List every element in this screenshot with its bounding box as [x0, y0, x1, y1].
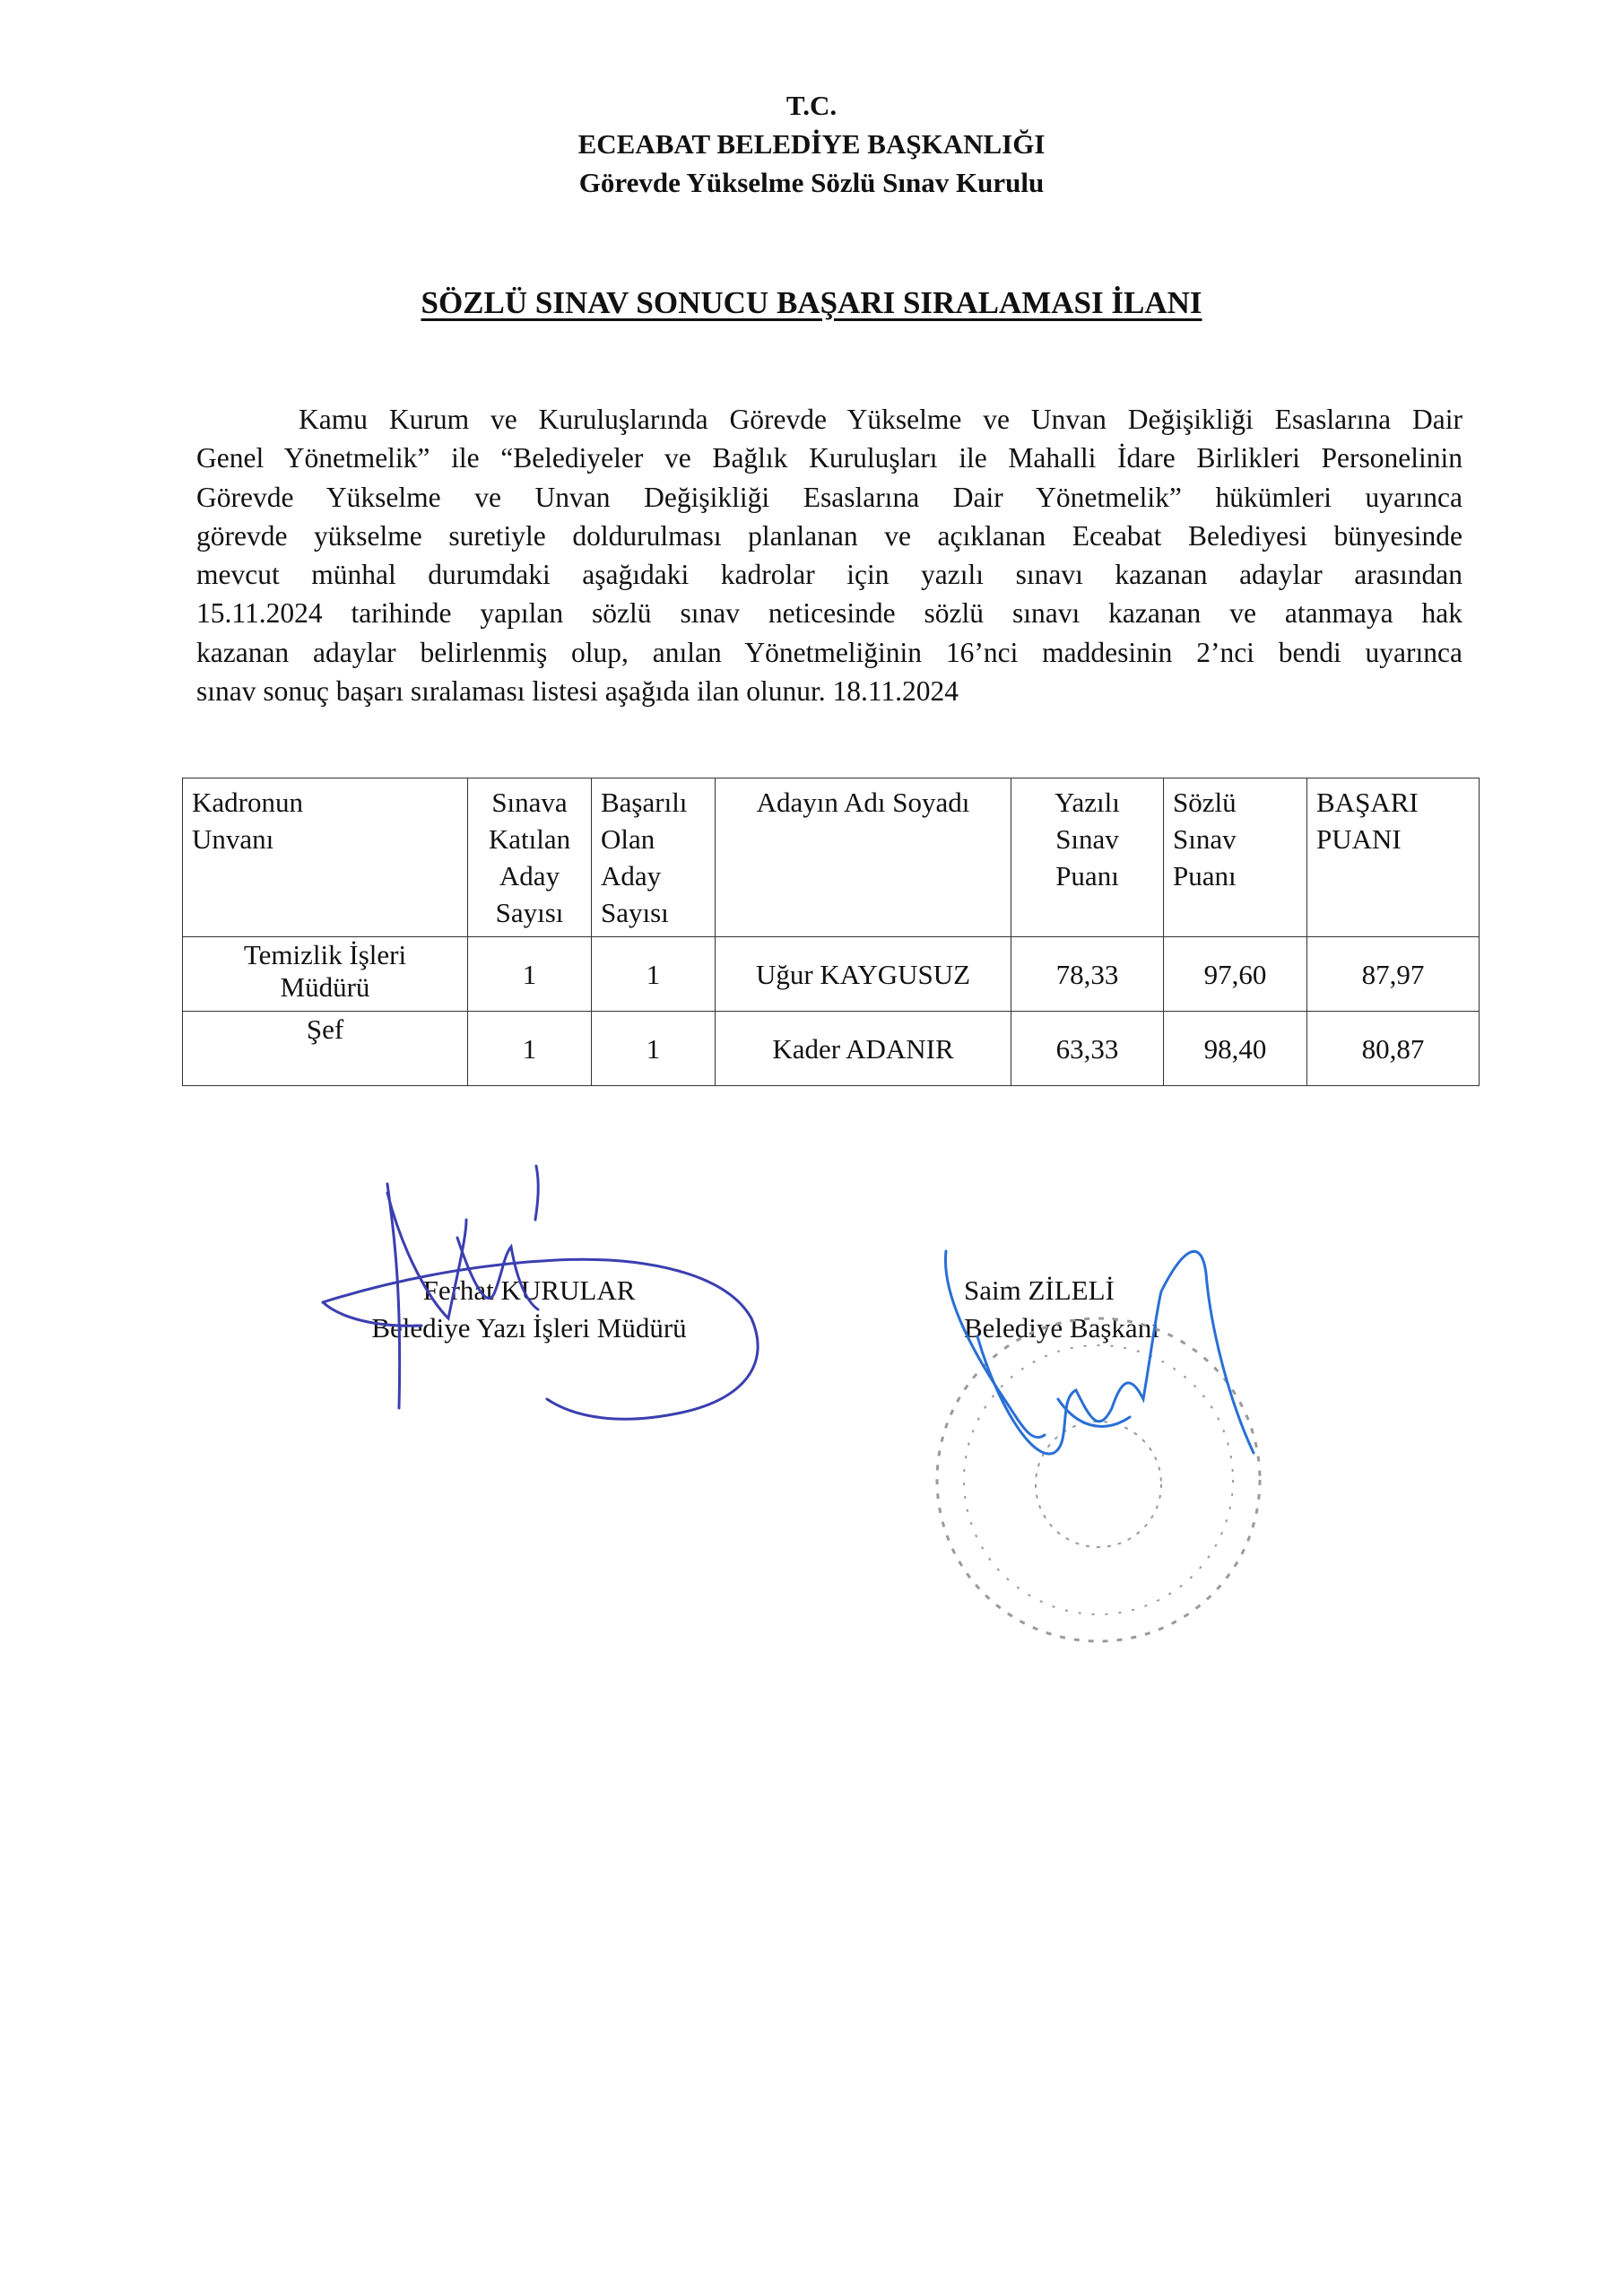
header-text: Sınava: [491, 787, 568, 818]
header-institution: ECEABAT BELEDİYE BAŞKANLIĞI: [577, 128, 1046, 160]
results-table: [182, 778, 1480, 1086]
header-text: Aday: [499, 860, 560, 891]
header-text: Olan: [601, 823, 655, 855]
signature-block-mayor: [964, 1272, 1251, 1347]
paragraph-line: mevcut münhal durumdaki aşağıdaki kadrolar için yazılı sınavı kazanan adaylar arasından: [196, 559, 1462, 591]
cell-participants: 1: [468, 937, 592, 1012]
header-text: PUANI: [1316, 823, 1402, 855]
cell-participants: 1: [468, 1012, 592, 1086]
cell-oral: 97,60: [1164, 937, 1307, 1012]
signer-title: Belediye Yazı İşleri Müdürü: [371, 1312, 687, 1344]
cell-text: Müdürü: [280, 971, 370, 1003]
header-text: Sözlü: [1173, 787, 1237, 818]
header-text: Aday: [601, 860, 662, 891]
cell-written: 78,33: [1011, 937, 1164, 1012]
header-participants: [468, 778, 592, 937]
signer-name: Saim ZİLELİ: [964, 1274, 1115, 1306]
cell-unit: [183, 937, 468, 1012]
signer-name: Ferhat KURULAR: [422, 1274, 636, 1306]
announcement-paragraph: [196, 400, 1462, 710]
cell-successful: 1: [592, 937, 716, 1012]
paragraph-line: Görevde Yükselme ve Unvan Değişikliği Esaslarına Dair Yönetmelik” hükümleri uyarınca: [196, 481, 1462, 513]
header-oral: [1164, 778, 1307, 937]
cell-successful: 1: [592, 1012, 716, 1086]
table-row: [183, 1012, 1480, 1086]
header-text: Yazılı: [1055, 787, 1120, 818]
header-success: [1307, 778, 1480, 937]
header-text: Sayısı: [495, 897, 564, 928]
official-stamp: [937, 1318, 1260, 1641]
header-text: Sınav: [1173, 823, 1237, 855]
header-tc: T.C.: [785, 90, 838, 121]
paragraph-line: Kamu Kurum ve Kuruluşlarında Görevde Yükselme ve Unvan Değişikliği Esaslarına Dair: [299, 404, 1462, 435]
header-text: Puanı: [1055, 860, 1119, 891]
signer-title: Belediye Başkanı: [964, 1312, 1159, 1344]
cell-success: 80,87: [1307, 1012, 1480, 1086]
cell-written: 63,33: [1011, 1012, 1164, 1086]
paragraph-line: Genel Yönetmelik” ile “Belediyeler ve Bağlık Kuruluşları ile Mahalli İdare Birlikleri Personelinin: [196, 442, 1462, 474]
paragraph-line: görevde yükselme suretiyle doldurulması planlanan ve açıklanan Eceabat Belediyesi bünyesinde: [196, 519, 1462, 552]
header-text: Katılan: [488, 823, 571, 855]
cell-oral: 98,40: [1164, 1012, 1307, 1086]
cell-success: 87,97: [1307, 937, 1480, 1012]
table-row: [183, 937, 1480, 1012]
paragraph-line: kazanan adaylar belirlenmiş olup, anılan Yönetmeliğinin 16’nci maddesinin 2’nci bendi uyarınca: [196, 636, 1462, 668]
table-header-row: [183, 778, 1480, 937]
signature-block-director: [341, 1272, 717, 1347]
header-text: Sınav: [1055, 823, 1119, 855]
cell-text: Temizlik İşleri: [243, 939, 407, 970]
cell-name: Kader ADANIR: [716, 1012, 1011, 1086]
header-text: Unvanı: [192, 823, 274, 855]
header-name: [716, 778, 1011, 937]
paragraph-line: 15.11.2024 tarihinde yapılan sözlü sınav neticesinde sözlü sınavı kazanan ve atanmaya hak: [196, 597, 1462, 630]
cell-name: Uğur KAYGUSUZ: [716, 937, 1011, 1012]
header-successful: [592, 778, 716, 937]
header-unit: [183, 778, 468, 937]
cell-text: Şef: [306, 1013, 344, 1045]
header-written: [1011, 778, 1164, 937]
header-text: Kadronun: [192, 787, 303, 818]
cell-unit: [183, 1012, 468, 1086]
paragraph-line: sınav sonuç başarı sıralaması listesi aşağıda ilan olunur. 18.11.2024: [196, 675, 959, 708]
header-text: Adayın Adı Soyadı: [756, 787, 970, 818]
header-text: BAŞARI: [1316, 787, 1419, 818]
document-title: SÖZLÜ SINAV SONUCU BAŞARI SIRALAMASI İLANI: [421, 285, 1202, 320]
header-committee: Görevde Yükselme Sözlü Sınav Kurulu: [578, 167, 1045, 198]
header-text: Puanı: [1173, 860, 1237, 891]
header-text: Başarılı: [601, 787, 688, 818]
header-text: Sayısı: [601, 897, 669, 928]
